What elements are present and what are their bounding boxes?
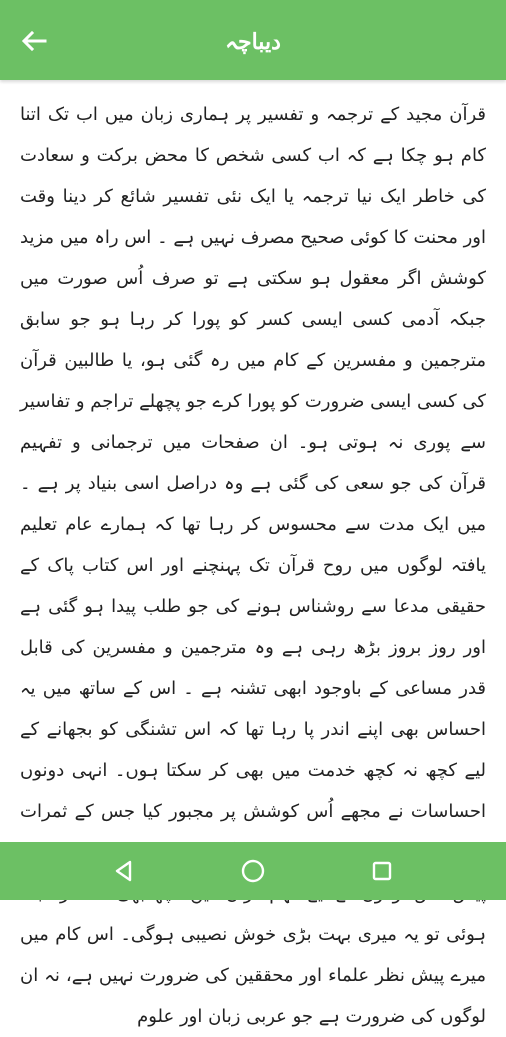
app-bar: [0, 0, 506, 80]
circle-home-icon: [240, 858, 266, 884]
nav-home-button[interactable]: [229, 847, 277, 895]
content-area[interactable]: [0, 80, 506, 1027]
system-nav-bar: [0, 842, 506, 900]
page-title: دیباچہ: [225, 29, 281, 55]
square-recents-icon: [371, 860, 393, 882]
preface-text: قرآن مجید کے ترجمہ و تفسیر پر ہماری زبان میں اب تک اتنا کام ہو چکا ہے کہ اب کسی شخص کا محض برکت و سعادت کی خاطر ایک نیا ترجمہ یا ایک نئی تفسیر شائع کر دینا وقت اور محنت کا کوئی صحیح مصرف نہیں ہے ۔ اس راہ میں مزید کوشش اگر معقول ہو سکتی ہے تو صرف اُس صورت میں جبکہ آدمی کسی ایسی کسر کو پورا کر رہا ہو جو سابق مترجمین و مفسرین کے کام میں رہ گئی ہو، یا طالبین قرآن کی کسی ایسی ضرورت کو پورا کرے جو پچھلے تراجم و تفاسیر سے پوری نہ ہوتی ہو۔ ان صفحات میں ترجمانی و تفہیم قرآن کی جو سعی کی گئی ہے وہ دراصل اسی بنیاد پر ہے ۔ میں ایک مدت سے محسوس کر رہا تھا کہ ہمارے عام تعلیم یافتہ لوگوں میں روح قرآن تک پہنچنے اور اس کتاب پاک کے حقیقی مدعا سے روشناس ہونے کی جو طلب پیدا ہو گئی ہے اور روز بروز بڑھ رہی ہے وہ مترجمین و مفسرین کی قابل قدر مساعی کے باوجود ابھی تشنہ ہے ۔ اس کے ساتھ میں یہ احساس بھی اپنے اندر پا رہا تھا کہ اس تشنگی کو بجھانے کے لیے کچھ نہ کچھ خدمت میں بھی کر سکتا ہوں۔ انہی دونوں احساسات نے مجھے اُس کوشش پر مجبور کیا جس کے ثمرات ہوئی تو یہ میری بہت بڑی خوش نصیبی ہوگی۔ اس کام میں میرے پیش نظر علماء اور محققین کی ضرورت نہیں ہے، نہ ان لوگوں کی ضرورت ہے جو عربی زبان اور علوم: [20, 104, 486, 1027]
nav-back-button[interactable]: [100, 847, 148, 895]
triangle-back-icon: [113, 860, 135, 882]
nav-recents-button[interactable]: [358, 847, 406, 895]
